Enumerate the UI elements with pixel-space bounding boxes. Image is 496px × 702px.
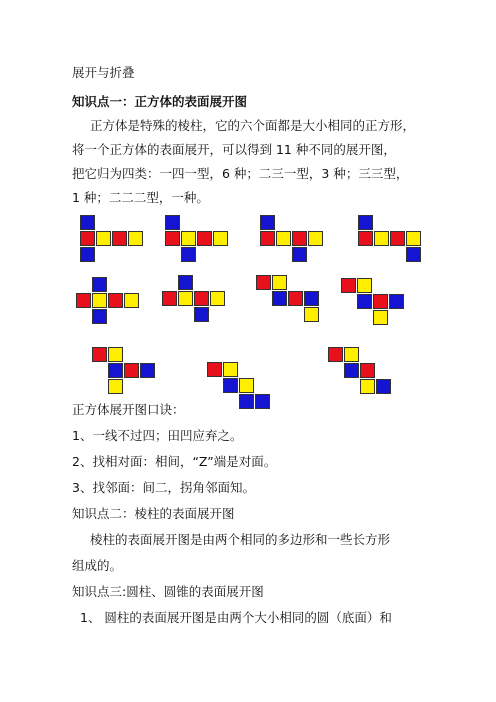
section-heading-1: 知识点一：正方体的表面展开图	[72, 94, 248, 109]
net-square	[178, 275, 193, 290]
net-square	[178, 291, 193, 306]
net-square	[194, 291, 209, 306]
net-square	[108, 363, 123, 378]
net-square	[357, 278, 372, 293]
net-square	[207, 362, 222, 377]
net-square	[373, 294, 388, 309]
net-square	[112, 231, 127, 246]
net-square	[357, 294, 372, 309]
net-square	[92, 347, 107, 362]
net-square	[239, 394, 254, 409]
net-square	[92, 277, 107, 292]
net-square	[308, 231, 323, 246]
net-square	[276, 231, 291, 246]
net-square	[406, 247, 421, 262]
rhyme-item: 2、找相对面：相间，“Z”端是对面。	[72, 454, 277, 469]
net-square	[288, 291, 303, 306]
net-square	[260, 215, 275, 230]
net-square	[360, 363, 375, 378]
net-square	[272, 291, 287, 306]
net-square	[239, 378, 254, 393]
net-square	[210, 291, 225, 306]
net-square	[344, 347, 359, 362]
paragraph-line: 把它归为四类：一四一型，6 种；二三一型，3 种；三三型，	[72, 166, 409, 181]
rhyme-item: 1、一线不过四；田凹应弃之。	[72, 428, 243, 443]
paragraph-line: 1 种；二二二型，一种。	[72, 190, 209, 205]
net-square	[328, 347, 343, 362]
net-square	[374, 231, 389, 246]
net-square	[376, 379, 391, 394]
paragraph-line: 组成的。	[72, 558, 123, 573]
net-square	[194, 307, 209, 322]
net-square	[80, 215, 95, 230]
net-square	[181, 231, 196, 246]
net-square	[197, 231, 212, 246]
net-square	[358, 215, 373, 230]
net-square	[80, 247, 95, 262]
net-square	[128, 231, 143, 246]
paragraph-line: 棱柱的表面展开图是由两个相同的多边形和一些长方形	[90, 532, 391, 547]
paragraph-line: 将一个正方体的表面展开，可以得到 11 种不同的展开图，	[72, 142, 396, 157]
net-square	[223, 378, 238, 393]
net-square	[124, 363, 139, 378]
net-square	[108, 347, 123, 362]
net-square	[165, 231, 180, 246]
section-heading-3: 知识点三:圆柱、圆锥的表面展开图	[72, 584, 264, 599]
net-square	[140, 363, 155, 378]
net-square	[304, 307, 319, 322]
net-square	[124, 293, 139, 308]
net-square	[76, 293, 91, 308]
net-square	[341, 278, 356, 293]
doc-title: 展开与折叠	[72, 65, 135, 80]
rhyme-title: 正方体展开图口诀：	[72, 402, 185, 417]
net-square	[213, 231, 228, 246]
net-square	[390, 231, 405, 246]
net-square	[255, 394, 270, 409]
net-square	[304, 291, 319, 306]
net-square	[292, 247, 307, 262]
net-square	[272, 275, 287, 290]
net-square	[373, 310, 388, 325]
net-square	[389, 294, 404, 309]
section-heading-2: 知识点二：棱柱的表面展开图	[72, 506, 235, 521]
paragraph-line: 正方体是特殊的棱柱，它的六个面都是大小相同的正方形，	[90, 118, 416, 133]
net-square	[256, 275, 271, 290]
net-square	[358, 231, 373, 246]
net-square	[406, 231, 421, 246]
net-square	[108, 379, 123, 394]
net-square	[92, 293, 107, 308]
net-square	[360, 379, 375, 394]
net-square	[223, 362, 238, 377]
net-square	[344, 363, 359, 378]
net-square	[181, 247, 196, 262]
net-square	[80, 231, 95, 246]
net-square	[292, 231, 307, 246]
net-square	[260, 231, 275, 246]
paragraph-line: 1、 圆柱的表面展开图是由两个大小相同的圆（底面）和	[80, 610, 392, 625]
net-square	[165, 215, 180, 230]
net-square	[162, 291, 177, 306]
net-square	[96, 231, 111, 246]
net-square	[108, 293, 123, 308]
rhyme-item: 3、找邻面：间二，拐角邻面知。	[72, 480, 255, 495]
net-square	[92, 309, 107, 324]
